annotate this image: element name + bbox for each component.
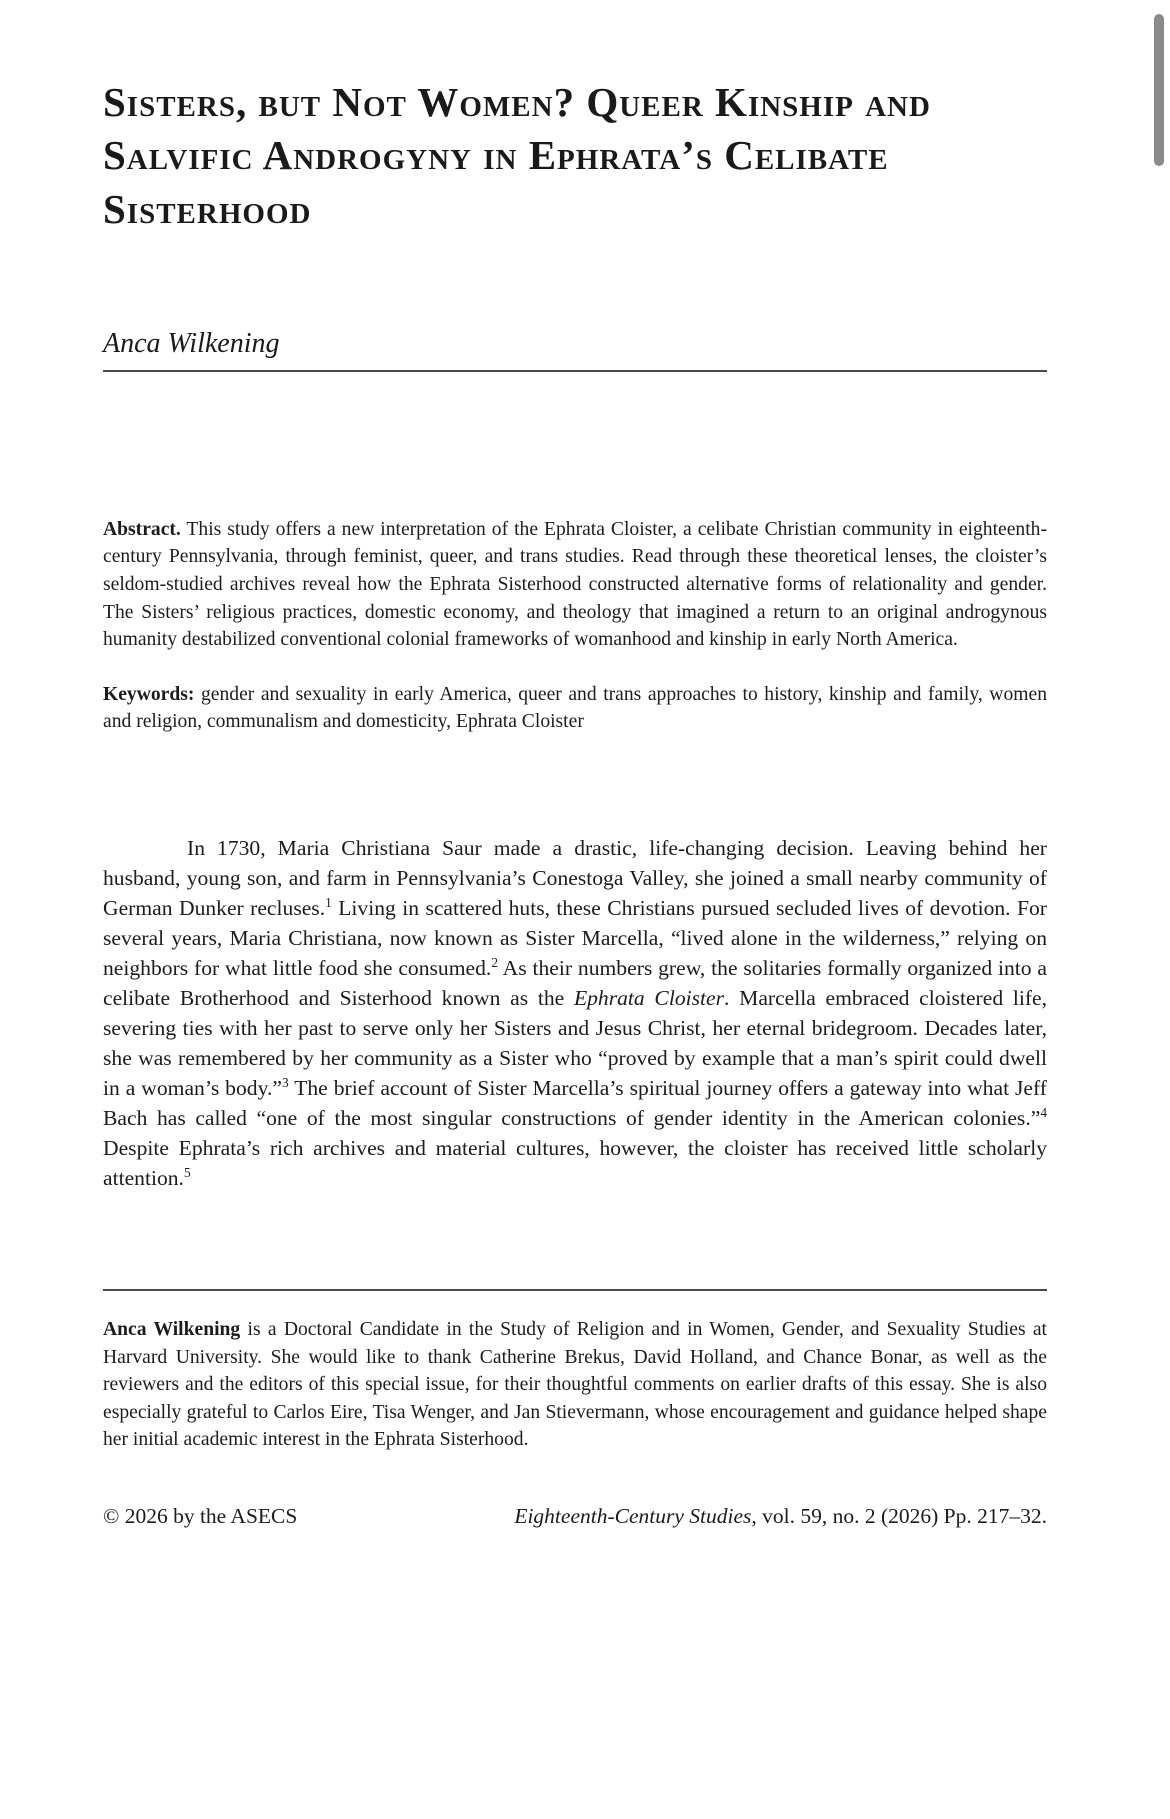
text-run: Living in scattered huts, these Christians pursued secluded lives of devotion. For several years, Maria Christiana, now known as Sister Marcella, “lived alone in the wilderness,” relying on neighbors for what little food she consumed.: [103, 896, 1047, 981]
author-bio-paragraph: [103, 1316, 1047, 1454]
body-paragraph: [103, 833, 1047, 1193]
text-run: Anca Wilkening: [103, 1319, 241, 1341]
author-name: Anca Wilkening: [103, 327, 280, 359]
text-run: . Marcella embraced cloistered life, severing ties with her past to serve only her Sisters and Jesus Christ, her eternal bridegroom. Decades later, she was remembered by her community as a Sister who “proved by example that a man’s spirit could dwell in a woman’s body.”: [103, 986, 1047, 1101]
text-run: Eighteenth-Century Studies,: [514, 1504, 757, 1529]
text-run: As their numbers grew, the solitaries formally organized into a celibate Brotherhood and Sisterhood known as the: [103, 956, 1047, 1011]
text-run: In 1730, Maria Christiana Saur made a drastic, life-changing decision. Leaving behind her husband, young son, and farm in Pennsylvania’s Conestoga Valley, she joined a small nearby community of German Dunker recluses.: [103, 836, 1047, 921]
keywords-paragraph: [103, 681, 1047, 736]
text-run: 2: [491, 954, 498, 970]
text-run: Keywords:: [103, 683, 195, 705]
journal-citation: [514, 1504, 1047, 1529]
copyright-notice: © 2026 by the ASECS: [103, 1504, 298, 1529]
text-run: Abstract.: [103, 518, 181, 540]
text-run: 5: [183, 1164, 191, 1180]
text-run: 4: [1040, 1104, 1047, 1120]
scrollbar-thumb[interactable]: [1154, 14, 1164, 166]
text-run: gender and sexuality in early America, queer and trans approaches to history, kinship and family, women and religion, communalism and domesticity, Ephrata Cloister: [103, 683, 1047, 733]
text-run: Ephrata Cloister: [573, 986, 725, 1011]
text-run: Despite Ephrata’s rich archives and material cultures, however, the cloister has received little scholarly attention.: [103, 1136, 1047, 1191]
text-run: 3: [281, 1074, 289, 1090]
abstract-paragraph: [103, 516, 1047, 654]
text-run: 1: [325, 894, 332, 910]
journal-footer: [103, 1504, 1047, 1529]
article-content-column: [103, 0, 1047, 1529]
text-run: is a Doctoral Candidate in the Study of Religion and in Women, Gender, and Sexuality Studies at Harvard University. She would like to thank Catherine Brekus, David Holland, and Chance Bonar, as well as the reviewers and the editors of this special issue, for their thoughtful comments on earlier drafts of this essay. She is also especially grateful to Carlos Eire, Tisa Wenger, and Jan Stievermann, whose encouragement and guidance helped shape her initial academic interest in the Ephrata Sisterhood.: [103, 1319, 1047, 1451]
footnote-rule: [103, 1289, 1047, 1291]
page-title: Sisters, but Not Women? Queer Kinship and Salvific Androgyny in Ephrata’s Celibate Sisterhood: [103, 79, 931, 232]
text-run: The brief account of Sister Marcella’s spiritual journey offers a gateway into what Jeff Bach has called “one of the most singular constructions of gender identity in the American colonies.”: [103, 1076, 1047, 1131]
author-rule: [103, 370, 1047, 372]
text-run: This study offers a new interpretation of the Ephrata Cloister, a celibate Christian community in eighteenth-century Pennsylvania, through feminist, queer, and trans studies. Read through these theoretical lenses, the cloister’s seldom-studied archives reveal how the Ephrata Sisterhood constructed alternative forms of relationality and gender. The Sisters’ religious practices, domestic economy, and theology that imagined a return to an original androgynous humanity destabilized conventional colonial frameworks of womanhood and kinship in early North America.: [103, 518, 1047, 651]
text-run: vol. 59, no. 2 (2026) Pp. 217–32.: [756, 1504, 1047, 1529]
